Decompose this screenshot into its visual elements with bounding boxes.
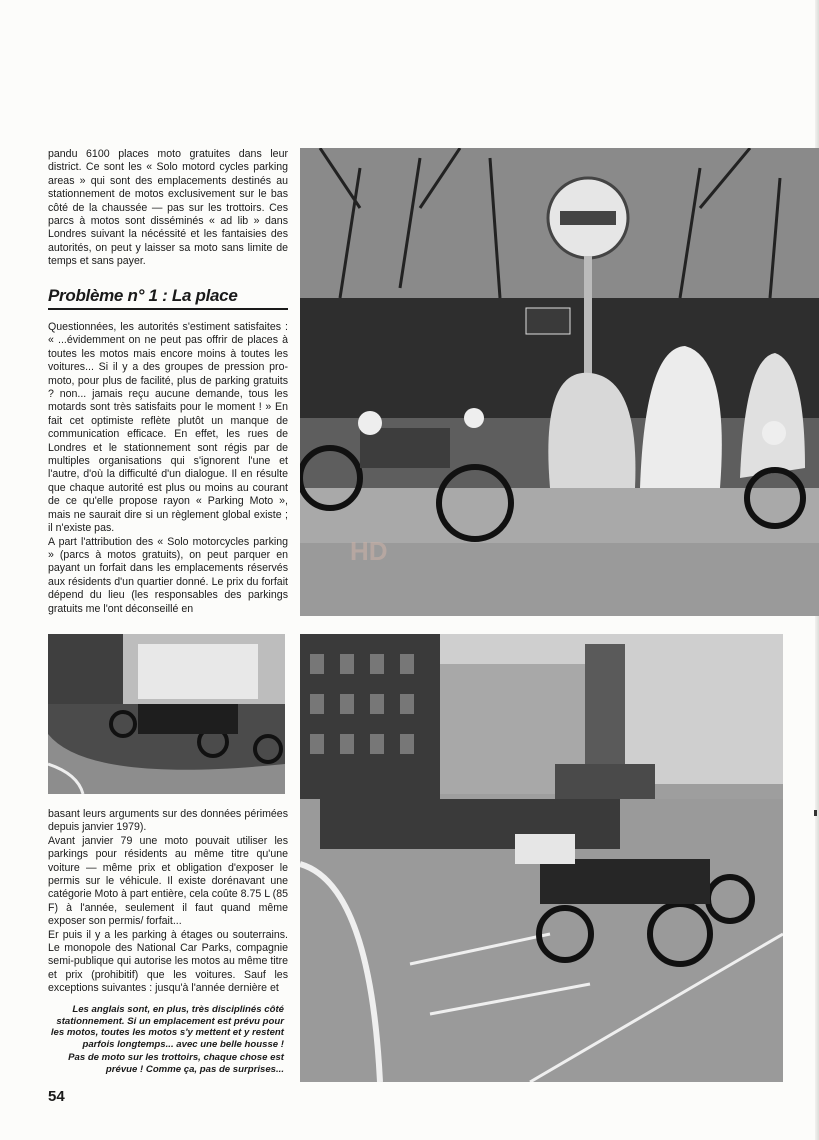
paragraph-5: Er puis il y a les parking à étages ou souterrains. Le monopole des National Car Parks, compagnie semi-publique qui autorise les motos au même titre et prix (prohibitif) que les voitures. Sauf les exceptions suivantes : jusqu'à l'année dernière et: [48, 928, 288, 995]
caption-2: Pas de moto sur les trottoirs, chaque chose est prévue ! Comme ça, pas de surprises...: [68, 1052, 284, 1075]
paragraph-4: Avant janvier 79 une moto pouvait utiliser les parkings pour résidents au même titre qu'une voiture — même prix et obligation d'exposer le permis sur le véhicule. Il existe dorénavant une catégorie Moto à part entière, cela coûte 8.75 L (85 F) à l'année, seulement il faut quand même exposer son permis/ forfait...: [48, 834, 288, 928]
photo-street-motorcycles: [48, 634, 285, 794]
edge-mark: [814, 810, 817, 816]
caption-1: Les anglais sont, en plus, très disciplinés côté stationnement. Si un emplacement est prévu pour les motos, toutes les motos s'y mettent et y restent parfois longtemps... avec une belle housse !: [50, 1004, 284, 1050]
main-column: [48, 321, 288, 616]
section-heading: Problème n° 1 : La place: [48, 286, 238, 305]
intro-column: [48, 148, 288, 269]
watermark-text: HD: [350, 536, 388, 566]
photo-street-motorcycles-image: [48, 634, 285, 794]
paragraph-2: A part l'attribution des « Solo motorcycles parking » (parcs à motos gratuits), on peut parquer en payant un forfait dans les emplacements réservés aux résidents d'un quartier donné. Le prix du forfait dépend du lieu (les responsables des parkings gratuits me l'ont déconseillé en: [48, 535, 288, 615]
paragraph-1: Questionnées, les autorités s'estiment satisfaites : « ...évidemment on ne peut pas offrir de places à toutes les motos mais encore moins à toutes les voitures... Si il y a des groupes de pression pro-moto, pour plus de facilité, plus de parking gratuits ? non... jamais reçu aucune demande, tous les motards sont très satisfaits pour le moment ! » En fait cet optimiste reflète plutôt un manque de communication efficace. En effet, les rues de Londres et le stationnement sont régis par de multiples organisations qui s'ignorent l'une et l'autre, d'où la difficulté d'un dialogue. Il en résulte que chaque autorité est plus ou moins au courant de ce qu'elle propose rayon « Parking Moto », mais ne saurait dire si un règlement global existe ; il n'existe pas.: [48, 321, 288, 535]
paragraph-3: basant leurs arguments sur des données périmées depuis janvier 1979).: [48, 808, 288, 834]
page-number: 54: [48, 1088, 65, 1105]
photo-covered-motorcycles-image: [300, 148, 819, 616]
photo-covered-motorcycles: [300, 148, 819, 616]
heading-underline: [48, 308, 288, 310]
continuation-column: [48, 808, 288, 996]
photo-square-motorcycles-image: [300, 634, 783, 1082]
intro-paragraph: pandu 6100 places moto gratuites dans leur district. Ce sont les « Solo motord cycles parking areas » qui sont des emplacements destinés au stationnement de motos exclusivement sur le bas côté de la chaussée — pas sur les trottoirs. Ces parcs à motos sont disséminés « ad lib » dans Londres suivant la nécéssité et les fantaisies des autorités, on peut y laisser sa moto sans limite de temps et sans payer.: [48, 148, 288, 268]
photo-captions: [48, 1004, 284, 1078]
photo-square-motorcycles: [300, 634, 783, 1082]
